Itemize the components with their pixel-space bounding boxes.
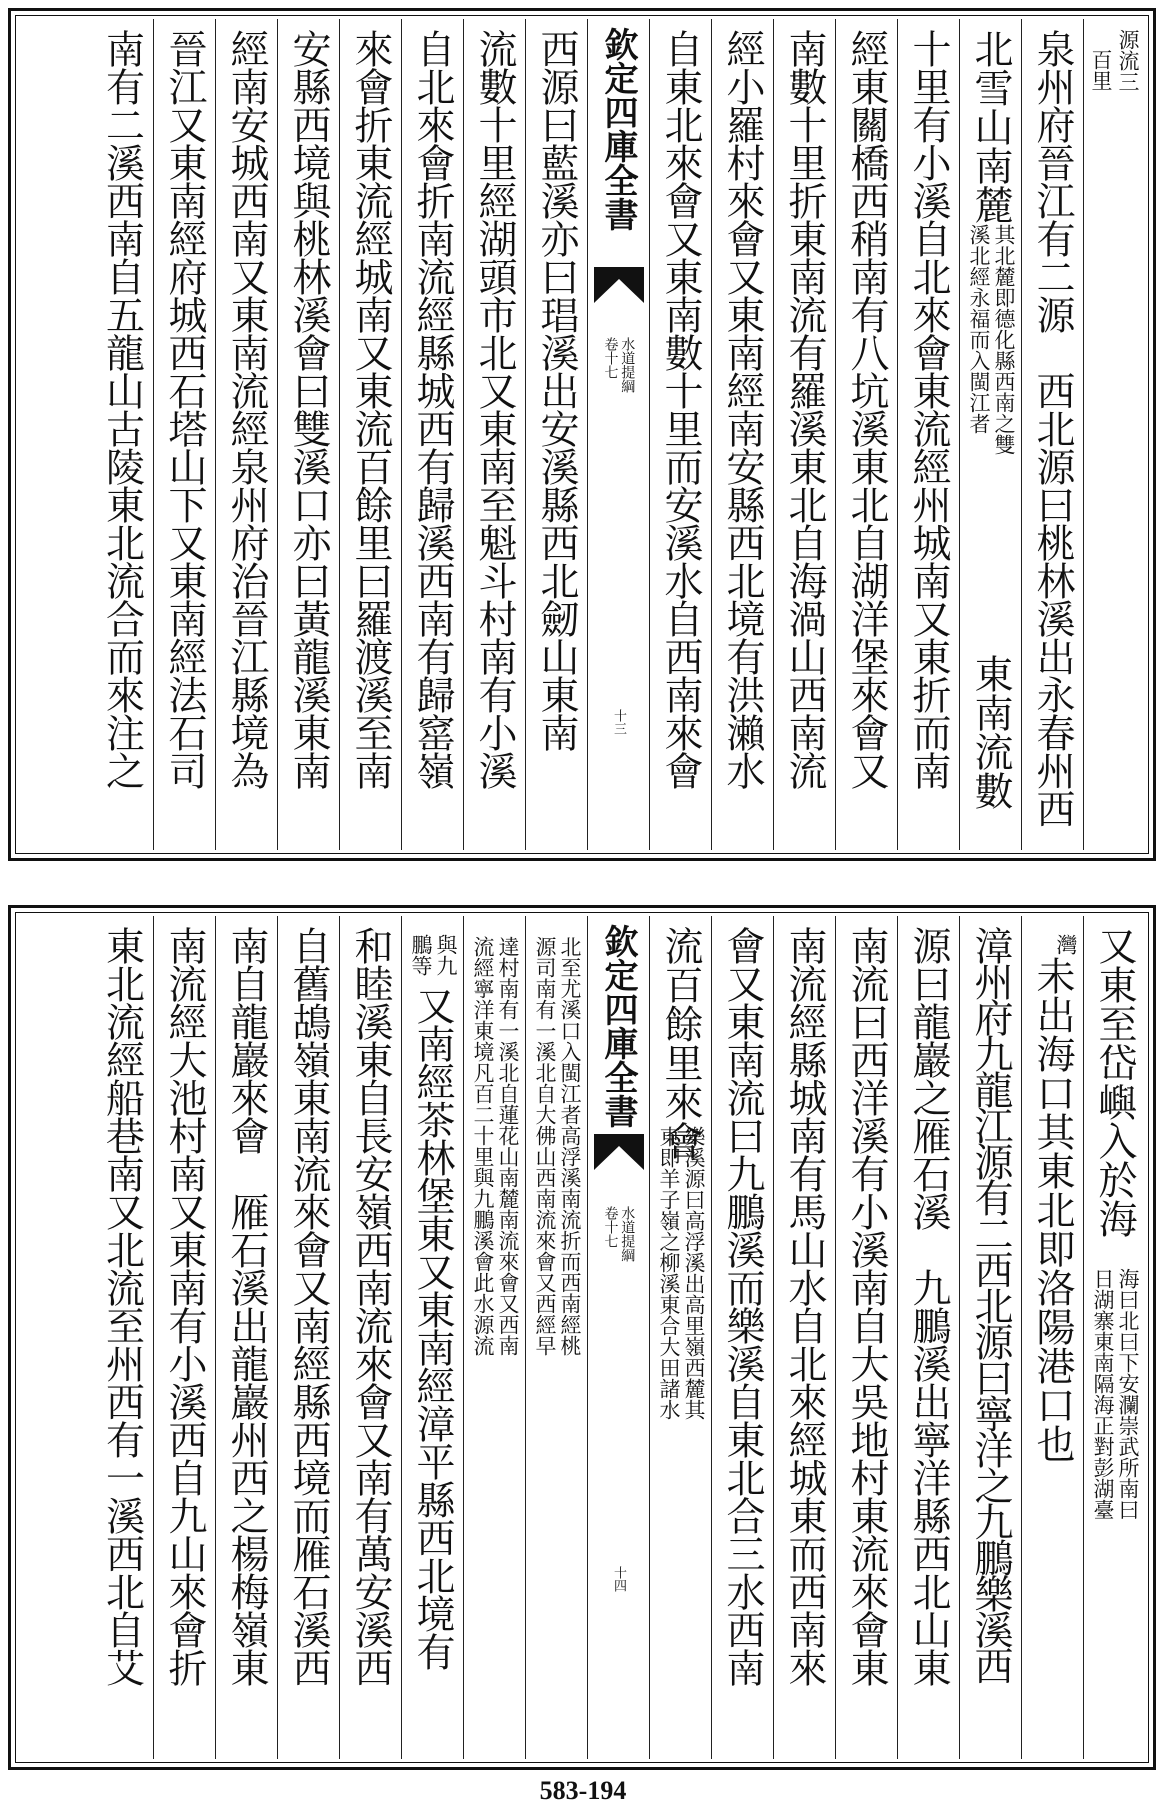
text-column: 經南安城西南又東南流經泉州府治晉江縣境為 <box>224 29 269 789</box>
text-column: 北雪山南麓 <box>968 29 1013 224</box>
text-column: 十里有小溪自北來會東流經州城南又東折而南 <box>906 29 951 789</box>
annotation-left: 日湖寨東南隔海正對彭湖臺 <box>1091 1268 1115 1520</box>
top-col-12 <box>277 19 339 850</box>
bottom-col-4 <box>835 916 897 1759</box>
spine-title: 欽定四庫全書 <box>598 924 638 1128</box>
bottom-col-6 <box>711 916 773 1759</box>
bottom-col-12 <box>277 916 339 1759</box>
top-col-8 <box>525 19 587 850</box>
text-column: 泉州府晉江有二源 西北源曰桃林溪出永春州西 <box>1030 29 1075 827</box>
fish-tail-icon <box>594 267 644 303</box>
bottom-col-7 <box>649 916 711 1759</box>
annotation-right: 其北麓即德化縣西南之雙 <box>992 224 1016 455</box>
annotation-left: 源司南有一溪北自大佛山西南流來會又西經早 <box>533 936 557 1356</box>
text-column: 經小羅村來會又東南經南安縣西北境有洪瀨水 <box>720 29 765 789</box>
annotation-left: 溪北經永福而入閩江者 <box>967 224 991 434</box>
text-column: 流百餘里來會 <box>658 926 703 1160</box>
top-col-5 <box>773 19 835 850</box>
text-column: 南有二溪西南自五龍山古陵東北流合而來注之 <box>99 29 145 789</box>
top-col-13 <box>215 19 277 850</box>
section-note: 百里 <box>1089 49 1113 91</box>
spine-title: 欽定四庫全書 <box>598 27 638 231</box>
page-number: 十三 <box>611 709 626 735</box>
top-col-14 <box>153 19 215 850</box>
text-column: 東南流數 <box>968 654 1013 810</box>
annotation-left: 東即羊子嶺之柳溪東合大田諸水 <box>657 1126 681 1420</box>
top-col-1 <box>1021 19 1083 850</box>
annotation-right: 樂溪源曰高浮溪出高里嶺西麓其 <box>682 1126 706 1420</box>
annotation-right: 與九 <box>434 934 458 976</box>
text-column: 漳州府九龍江源有二西北源曰寧洋之九鵬樂溪西 <box>968 926 1013 1682</box>
annotation-right: 北至尤溪口入閩江者高浮溪南流折而西南經桃 <box>558 936 582 1356</box>
text-column: 南流經大池村南又東南有小溪西自九山來會折 <box>162 926 207 1686</box>
annotation-right: 海曰北曰下安瀾崇武所南曰 <box>1116 1268 1140 1520</box>
text-column: 自北來會折南流經縣城西有歸溪西南有歸窰嶺 <box>410 29 455 789</box>
spine-book-info <box>602 337 636 393</box>
text-column: 西源曰藍溪亦曰琩溪出安溪縣西北劒山東南 <box>534 29 579 751</box>
text-column: 會又東南流曰九鵬溪而樂溪自東北合三水西南 <box>720 926 765 1686</box>
page-footer-number: 583-194 <box>539 1776 627 1805</box>
text-column: 又南經茶林堡東又東南經漳平縣西北境有 <box>410 986 455 1670</box>
spine-volume: 卷十七 <box>602 337 619 379</box>
bottom-col-11 <box>339 916 401 1759</box>
text-column: 又東至岱嶼入於海 <box>1092 926 1137 1238</box>
text-column: 經東關橋西稍南有八坑溪東北自湖洋堡來會又 <box>844 29 889 789</box>
bottom-col-15 <box>91 916 153 1759</box>
page-bottom <box>8 905 1156 1770</box>
bottom-columns <box>19 916 1145 1759</box>
bottom-col-8 <box>525 916 587 1759</box>
spine-volume: 卷十七 <box>602 1206 619 1248</box>
bottom-col-2 <box>959 916 1021 1759</box>
top-col-4 <box>835 19 897 850</box>
annotation: 灣 <box>1054 934 1078 955</box>
top-col-6 <box>711 19 773 850</box>
top-columns <box>19 19 1145 850</box>
page-number: 十四 <box>611 1566 626 1592</box>
section-title: 源流三 <box>1116 29 1140 92</box>
text-column: 南自龍巖來會 雁石溪出龍巖州西之楊梅嶺東 <box>224 926 269 1686</box>
top-col-7 <box>649 19 711 850</box>
text-column: 南流經縣城南有馬山水自北來經城東而西南來 <box>782 926 827 1686</box>
spine-top <box>587 19 649 850</box>
text-column: 安縣西境與桃林溪會曰雙溪口亦曰黃龍溪東南 <box>286 29 331 789</box>
bottom-col-3 <box>897 916 959 1759</box>
spine-bottom <box>587 916 649 1759</box>
annotation-left: 鵬等 <box>409 934 433 976</box>
bottom-col-5 <box>773 916 835 1759</box>
text-column: 流數十里經湖頭市北又東南至魁斗村南有小溪 <box>472 29 517 789</box>
bottom-col-1 <box>1021 916 1083 1759</box>
top-col-0 <box>1083 19 1145 850</box>
annotation-right: 達村南有一溪北自蓮花山南麓南流來會又西南 <box>496 936 520 1356</box>
text-column: 自東北來會又東南數十里而安溪水自西南來會 <box>658 29 703 789</box>
annotation-left: 流經寧洋東境凡百二十里與九鵬溪會此水源流 <box>471 936 495 1356</box>
fish-tail-icon <box>594 1134 644 1170</box>
top-col-3 <box>897 19 959 850</box>
text-column: 晉江又東南經府城西石塔山下又東南經法石司 <box>162 29 207 789</box>
text-column: 和睦溪東自長安嶺西南流來會又南有萬安溪西 <box>348 926 393 1686</box>
bottom-col-10 <box>401 916 463 1759</box>
spine-book-info <box>602 1206 636 1262</box>
spine-book: 水道提綱 <box>619 337 636 393</box>
text-column: 東北流經船巷南又北流至州西有一溪西北自艾 <box>99 926 145 1686</box>
top-col-11 <box>339 19 401 850</box>
page-top <box>8 8 1156 861</box>
text-column: 源曰龍巖之雁石溪 九鵬溪出寧洋縣西北山東 <box>906 926 951 1686</box>
bottom-col-14 <box>153 916 215 1759</box>
text-column: 未出海口其東北即洛陽港口也 <box>1030 956 1075 1463</box>
top-col-15 <box>91 19 153 850</box>
text-column: 南流曰西洋溪有小溪南自大吳地村東流來會東 <box>844 926 889 1686</box>
bottom-col-9 <box>463 916 525 1759</box>
text-column: 來會折東流經城南又東流百餘里曰羅渡溪至南 <box>348 29 393 789</box>
top-col-9 <box>463 19 525 850</box>
text-column: 南數十里折東南流有羅溪東北自海渦山西南流 <box>782 29 827 789</box>
text-column: 自舊鴣嶺東南流來會又南經縣西境而雁石溪西 <box>286 926 331 1686</box>
top-col-2 <box>959 19 1021 850</box>
top-col-10 <box>401 19 463 850</box>
spine-book: 水道提綱 <box>619 1206 636 1262</box>
bottom-col-13 <box>215 916 277 1759</box>
bottom-col-0 <box>1083 916 1145 1759</box>
